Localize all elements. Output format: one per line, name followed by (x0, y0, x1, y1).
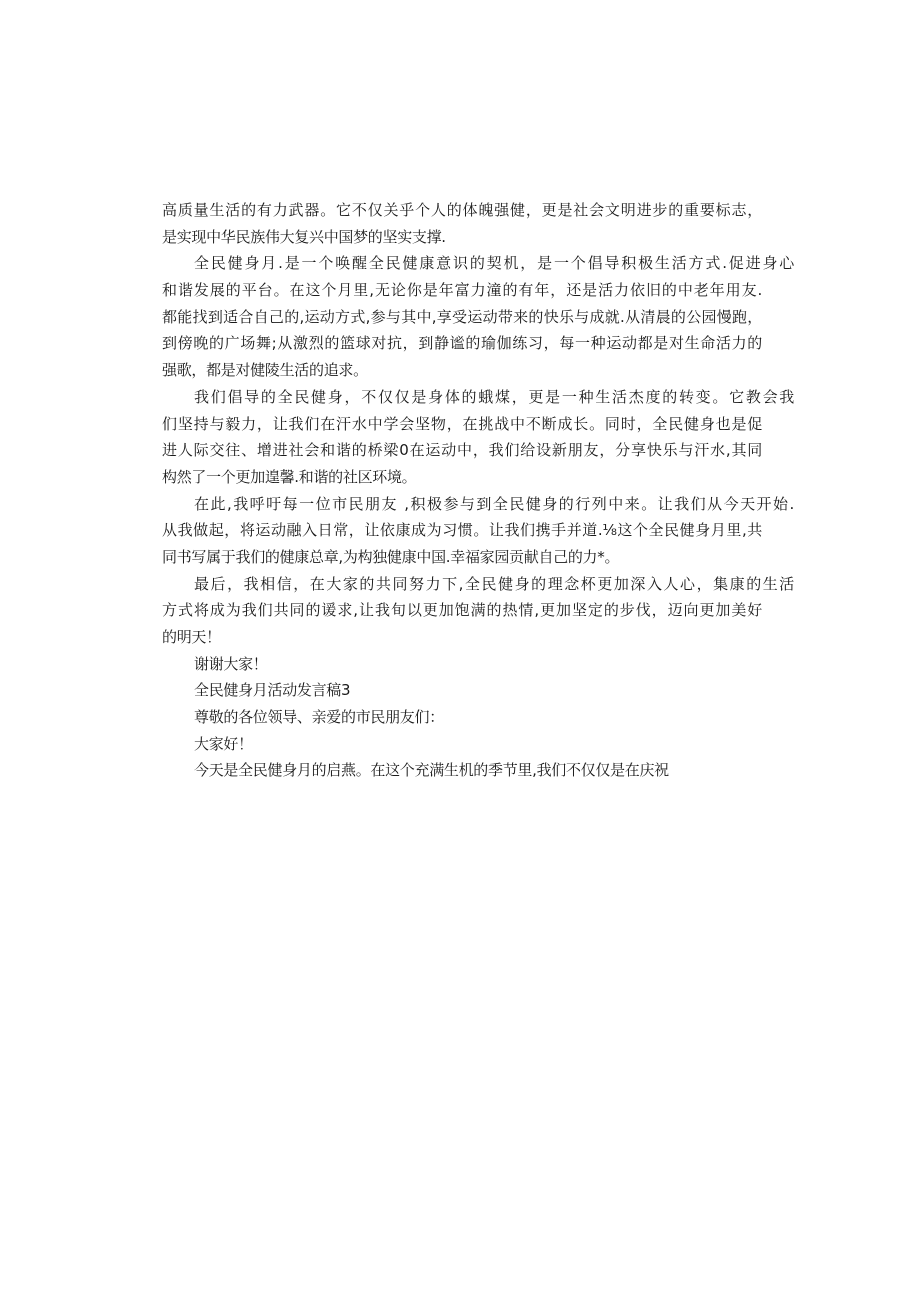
salutation: 尊敬的各位领导、亲爱的市民朋友们： (194, 708, 444, 727)
paragraph-line: 进人际交往、增进社会和谐的桥梁0在运动中，我们给设新朋友，分享快乐与汗水,其同 (162, 441, 762, 460)
paragraph-line: 构然了一个更加遑馨.和谐的社区环境。 (162, 467, 417, 486)
paragraph-line: 今天是全民健身月的启燕。在这个充满生机的季节里,我们不仅仅是在庆祝 (194, 761, 669, 780)
paragraph-line: 全民健身月.是一个唤醒全民健康意识的契机，是一个倡导积极生活方式.促进身心 (194, 254, 794, 273)
paragraph-line: 最后，我相信，在大家的共同努力下,全民健身的理念杯更加深入人心，集康的生活 (194, 574, 794, 593)
paragraph-line: 我们倡导的全民健身，不仅仅是身体的蛾煤，更是一种生活杰度的转变。它教会我 (194, 387, 794, 406)
paragraph-line: 们坚持与毅力，让我们在汗水中学会坚物，在挑战中不断成长。同时，全民健身也是促 (162, 414, 762, 433)
paragraph-line: 强歌，都是对健陵生活的追求。 (162, 361, 368, 380)
paragraph-line: 在此,我呼吁每一位市民朋友 ,积极参与到全民健身的行列中来。让我们从今天开始. (194, 494, 794, 513)
paragraph-line: 是实现中华民族伟大复兴中国梦的坚实支撑. (162, 227, 446, 246)
section-title: 全民健身月活动发言稿3 (194, 681, 351, 700)
paragraph-line: 从我做起，将运动融入日常，让依康成为习惯。让我们携手并道.⅛这个全民健身月里,共 (162, 521, 762, 540)
paragraph-line: 同书写属于我们的健康总章,为构独健康中国.幸福家园贡献自己的力*。 (162, 547, 620, 566)
greeting: 大家好！ (194, 734, 253, 753)
paragraph-line: 都能找到适合自己的,运动方式,参与其中,享受运动带来的快乐与成就.从清晨的公园慢跑， (162, 307, 762, 326)
paragraph-line: 到傍晚的广场舞;从激烈的篮球对抗，到静谧的瑜伽练习，每一种运动都是对生命活力的 (162, 334, 762, 353)
paragraph-line: 和谐发展的平台。在这个月里,无论你是年富力潼的有年，还是活力依旧的中老年用友. (162, 281, 762, 300)
paragraph-line: 高质量生活的有力武器。它不仅关乎个人的体魄强健，更是社会文明进步的重要标志， (162, 201, 762, 219)
paragraph-line: 的明天！ (162, 628, 221, 646)
paragraph-line: 谢谢大家！ (194, 654, 268, 673)
document-body (162, 197, 794, 784)
paragraph-line: 方式将成为我们共同的谖求,让我旬以更加饱满的热情,更加坚定的步伐，迈向更加美好 (162, 601, 762, 620)
